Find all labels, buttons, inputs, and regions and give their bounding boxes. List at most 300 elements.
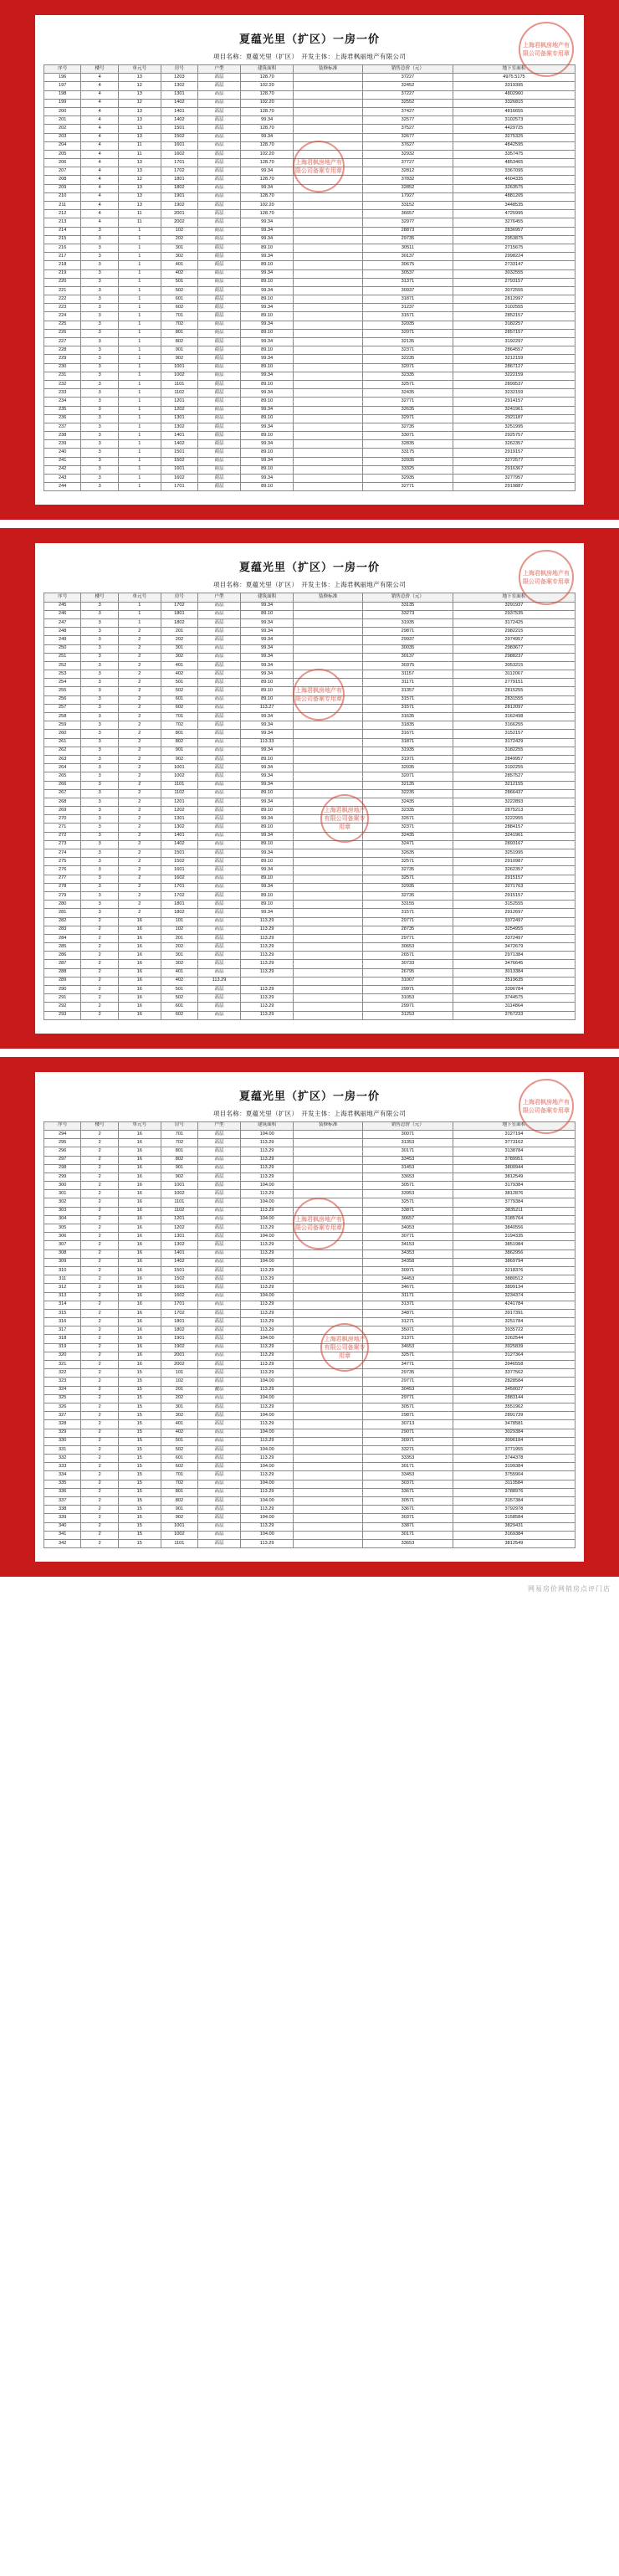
table-cell: 商层 [198,253,241,261]
table-cell: 31871 [362,738,453,747]
table-cell: 2 [118,704,161,712]
table-cell: 32371 [362,346,453,355]
table-cell: 89.10 [240,465,294,474]
table-cell: 89.10 [240,312,294,321]
page-gap [0,520,619,528]
table-cell: 233 [44,389,81,398]
table-cell: 31453 [362,1164,453,1173]
table-cell: 32035 [362,764,453,772]
table-cell: 2 [81,1343,118,1352]
table-cell: 328 [44,1420,81,1429]
column-header: 序号 [44,593,81,602]
table-cell [294,1343,363,1352]
table-cell: 高层 [198,636,241,644]
table-cell: 30713 [362,1420,453,1429]
table-cell: 1 [118,406,161,414]
table-cell: 3194335 [453,1233,575,1241]
table-cell: 2971384 [453,952,575,960]
table-row [44,840,576,849]
table-cell [294,934,363,942]
table-cell: 高层 [198,1335,241,1343]
table-cell: 3127194 [453,1130,575,1138]
table-cell: 1602 [161,150,197,158]
table-cell: 31171 [362,1292,453,1301]
column-header: 房号 [161,65,197,74]
table-cell: 99.34 [240,423,294,431]
price-sheet [35,15,584,505]
table-cell: 高层 [198,704,241,712]
table-cell: 104.00 [240,1292,294,1301]
table-cell: 3029384 [453,1429,575,1437]
table-row [44,917,576,926]
table-cell: 3172425 [453,618,575,627]
table-cell: 327 [44,1412,81,1420]
company-seal-stamp: 上海君枫房地产有限公司备案专用章 [293,141,345,192]
table-cell: 高层 [198,909,241,917]
table-cell: 89.10 [240,329,294,337]
table-cell: 251 [44,653,81,661]
table-cell: 2 [81,1275,118,1284]
table-cell: 113.29 [240,1173,294,1181]
table-cell: 2891739 [453,1412,575,1420]
table-cell: 309 [44,1258,81,1266]
table-cell: 702 [161,721,197,730]
table-cell: 16 [118,1156,161,1164]
table-cell: 3789951 [453,1156,575,1164]
table-row [44,210,576,218]
table-cell [294,304,363,312]
table-cell: 104.00 [240,1215,294,1224]
table-cell: 30453 [362,1386,453,1394]
table-row [44,943,576,952]
table-cell [294,764,363,772]
table-cell: 2 [118,628,161,636]
table-cell: 113.29 [240,968,294,977]
table-cell [294,363,363,372]
table-row [44,713,576,721]
table-cell: 89.10 [240,278,294,286]
table-cell [294,1506,363,1514]
table-row [44,1335,576,1343]
table-cell: 13 [118,167,161,176]
table-cell [294,99,363,107]
table-cell: 2937535 [453,610,575,618]
table-cell: 3812549 [453,1173,575,1181]
table-cell: 210 [44,192,81,201]
table-cell: 1001 [161,764,197,772]
table-cell: 201 [161,628,197,636]
table-row [44,1207,576,1215]
table-row [44,355,576,363]
table-cell: 16 [118,1182,161,1190]
table-cell: 89.10 [240,755,294,763]
table-cell: 1 [118,457,161,465]
table-cell: 3 [81,901,118,909]
table-cell: 99.34 [240,457,294,465]
table-cell: 3 [81,755,118,763]
table-cell: 258 [44,713,81,721]
column-header: 楼号 [81,65,118,74]
table-cell: 13 [118,133,161,141]
table-cell: 216 [44,244,81,252]
table-cell: 1802 [161,909,197,917]
table-cell: 31571 [362,312,453,321]
table-cell: 1 [118,372,161,380]
table-cell: 32335 [362,372,453,380]
table-cell: 3899134 [453,1284,575,1292]
table-cell: 4 [81,159,118,167]
table-cell: 292 [44,1003,81,1011]
table-cell: 高层 [198,1130,241,1138]
table-cell [294,465,363,474]
column-header: 地下室面积 [453,593,575,602]
table-row [44,960,576,968]
table-cell: 209 [44,184,81,192]
table-cell: 241 [44,457,81,465]
table-cell: 242 [44,465,81,474]
table-cell: 1902 [161,202,197,210]
table-cell: 1402 [161,440,197,449]
table-cell: 1402 [161,99,197,107]
table-cell [294,1445,363,1454]
table-row [44,133,576,141]
table-cell: 211 [44,202,81,210]
table-row [44,849,576,858]
table-cell: 263 [44,755,81,763]
table-row [44,1429,576,1437]
table-cell [294,1335,363,1343]
table-cell: 113.29 [240,1011,294,1019]
table-cell: 高层 [198,1471,241,1480]
table-cell [294,235,363,244]
table-cell: 102 [161,1378,197,1386]
table-row [44,704,576,712]
table-cell: 32471 [362,840,453,849]
table-cell: 2 [118,636,161,644]
table-cell: 234 [44,398,81,406]
table-cell: 2857157 [453,329,575,337]
table-row [44,1522,576,1531]
table-cell: 104.00 [240,1531,294,1539]
table-cell: 12 [118,176,161,184]
table-cell: 1002 [161,1190,197,1198]
table-cell: 113.29 [240,934,294,942]
table-cell: 2 [81,1233,118,1241]
table-cell: 2 [81,1164,118,1173]
table-cell: 1 [118,389,161,398]
table-cell [294,824,363,832]
table-cell: 3199384 [453,1463,575,1471]
table-cell: 34358 [362,1258,453,1266]
table-cell: 1701 [161,159,197,167]
table-cell: 99.34 [240,670,294,679]
table-cell: 235 [44,406,81,414]
table-cell [294,815,363,824]
table-cell: 高层 [198,1011,241,1019]
table-cell: 4 [81,90,118,99]
column-header: 建筑面积 [240,1121,294,1130]
table-cell: 37832 [362,176,453,184]
table-cell [294,1241,363,1250]
table-cell: 2 [81,943,118,952]
table-cell: 99.34 [240,909,294,917]
table-cell: 高层 [198,218,241,227]
table-cell: 1101 [161,1539,197,1547]
table-cell: 高层 [198,644,241,653]
table-cell: 16 [118,1224,161,1233]
table-cell: 1001 [161,1522,197,1531]
table-cell: 1 [118,414,161,423]
table-cell: 高层 [198,891,241,900]
table-cell: 402 [161,670,197,679]
table-cell: 1802 [161,618,197,627]
table-cell: 高层 [198,133,241,141]
table-cell: 3 [81,738,118,747]
table-cell: 113.29 [240,1156,294,1164]
table-cell: 3319395 [453,82,575,90]
table-row [44,286,576,295]
table-cell: 1802 [161,184,197,192]
column-header: 单元号 [118,1121,161,1130]
table-cell: 89.10 [240,789,294,798]
table-cell: 1701 [161,883,197,891]
table-cell: 113.29 [240,1437,294,1445]
table-cell: 高层 [198,1378,241,1386]
table-cell: 4 [81,125,118,133]
table-cell: 2 [118,798,161,806]
table-row [44,1488,576,1496]
table-cell: 商层 [198,278,241,286]
table-cell [294,278,363,286]
table-cell: 30571 [362,1182,453,1190]
table-cell: 270 [44,815,81,824]
table-cell: 3114864 [453,1003,575,1011]
table-cell: 13 [118,192,161,201]
table-row [44,1539,576,1547]
table-cell: 239 [44,440,81,449]
table-cell: 3851984 [453,1241,575,1250]
table-cell: 206 [44,159,81,167]
table-cell: 2 [118,866,161,875]
table-cell: 3 [81,414,118,423]
table-cell: 33653 [362,1173,453,1181]
table-cell: 213 [44,218,81,227]
table-cell: 高层 [198,934,241,942]
table-cell: 312 [44,1284,81,1292]
table-cell: 3166255 [453,721,575,730]
table-cell: 31271 [362,1318,453,1326]
table-cell: 204 [44,141,81,150]
table-cell: 259 [44,721,81,730]
table-cell: 商层 [198,457,241,465]
table-row [44,1386,576,1394]
table-cell [294,901,363,909]
table-cell: 34153 [362,1241,453,1250]
table-cell: 2 [118,644,161,653]
table-cell: 89.10 [240,610,294,618]
table-cell: 32835 [362,440,453,449]
table-cell: 3 [81,866,118,875]
table-cell: 2 [118,679,161,687]
table-row [44,176,576,184]
table-cell: 601 [161,695,197,704]
table-cell: 3 [81,269,118,278]
table-cell: 2 [81,934,118,942]
table-cell: 4842595 [453,141,575,150]
table-cell: 501 [161,679,197,687]
table-cell: 4 [81,218,118,227]
table-cell: 89.10 [240,875,294,883]
table-cell [294,1539,363,1547]
table-cell: 高层 [198,1403,241,1411]
table-cell: 1601 [161,866,197,875]
table-cell: 104.00 [240,1394,294,1403]
table-cell: 4802960 [453,90,575,99]
table-cell [294,1130,363,1138]
table-cell: 266 [44,781,81,789]
table-cell: 2 [81,1318,118,1326]
table-cell: 30171 [362,1531,453,1539]
table-cell: 113.29 [240,1420,294,1429]
table-row [44,832,576,840]
table-row [44,1480,576,1488]
table-cell [294,747,363,755]
table-cell: 247 [44,618,81,627]
table-cell: 2 [81,1335,118,1343]
table-cell: 1601 [161,465,197,474]
table-cell: 802 [161,1156,197,1164]
table-cell [294,1497,363,1506]
table-cell: 113.29 [240,1301,294,1309]
table-cell: 3013384 [453,968,575,977]
table-cell: 16 [118,986,161,994]
table-cell: 3 [81,295,118,304]
table-cell: 2793157 [453,278,575,286]
table-cell: 3158584 [453,1514,575,1522]
table-row [44,329,576,337]
table-cell: 3 [81,372,118,380]
table-cell: 32771 [362,398,453,406]
table-cell: 315 [44,1309,81,1317]
table-cell: 16 [118,1139,161,1147]
table-cell: 1 [118,363,161,372]
table-cell: 13 [118,125,161,133]
table-cell: 高层 [198,721,241,730]
table-cell [294,346,363,355]
table-cell: 254 [44,679,81,687]
table-cell: 1401 [161,432,197,440]
table-row [44,1455,576,1463]
table-cell: 260 [44,730,81,738]
table-cell: 2 [118,764,161,772]
table-cell: 502 [161,687,197,695]
table-cell: 高层 [198,1412,241,1420]
table-cell: 30171 [362,1147,453,1156]
table-cell: 2988237 [453,653,575,661]
table-cell: 2 [81,1361,118,1369]
company-seal-stamp: 上海君枫房地产有限公司备案专用章 [519,1079,574,1134]
table-cell: 113.27 [240,704,294,712]
table-cell [294,1309,363,1317]
table-cell: 2001 [161,210,197,218]
table-cell: 99.34 [240,661,294,670]
column-header: 户型 [198,1121,241,1130]
table-cell: 32071 [362,329,453,337]
table-cell: 3829431 [453,1522,575,1531]
table-cell: 602 [161,1463,197,1471]
table-cell: 34771 [362,1361,453,1369]
table-cell: 32635 [362,849,453,858]
table-cell [294,858,363,866]
table-cell: 4 [81,176,118,184]
table-cell: 1 [118,286,161,295]
table-cell: 商层 [198,406,241,414]
table-cell: 3 [81,244,118,252]
table-cell: 2 [118,687,161,695]
table-cell: 334 [44,1471,81,1480]
table-cell: 2 [81,1429,118,1437]
table-cell: 238 [44,432,81,440]
table-cell: 3 [81,483,118,491]
table-cell: 89.10 [240,244,294,252]
table-cell: 29871 [362,628,453,636]
table-cell: 2 [81,986,118,994]
table-cell: 商层 [198,355,241,363]
table-cell: 2875213 [453,807,575,815]
table-cell: 113.29 [240,952,294,960]
column-header: 户型 [198,593,241,602]
table-cell: 256 [44,695,81,704]
table-cell: 2925757 [453,432,575,440]
table-cell: 113.29 [240,1139,294,1147]
table-cell: 1 [118,440,161,449]
table-cell [294,1514,363,1522]
table-row [44,261,576,269]
table-cell: 338 [44,1506,81,1514]
table-cell: 3 [81,475,118,483]
table-cell: 321 [44,1361,81,1369]
table-row [44,934,576,942]
table-cell: 341 [44,1531,81,1539]
table-cell: 1502 [161,457,197,465]
table-row [44,1301,576,1309]
table-cell: 2 [118,849,161,858]
table-cell [294,1420,363,1429]
table-row [44,1471,576,1480]
table-cell: 89.10 [240,261,294,269]
table-cell: 1001 [161,1182,197,1190]
table-cell: 29771 [362,1378,453,1386]
table-cell: 99.34 [240,133,294,141]
table-cell: 高层 [198,738,241,747]
table-row [44,150,576,158]
table-cell [294,1455,363,1463]
table-cell [294,74,363,82]
table-row [44,1361,576,1369]
table-cell [294,1215,363,1224]
table-cell: 4975.5175 [453,74,575,82]
table-row [44,1003,576,1011]
table-cell: 高层 [198,1463,241,1471]
table-cell: 高层 [198,1361,241,1369]
table-cell [294,440,363,449]
table-cell: 2 [81,952,118,960]
table-row [44,824,576,832]
table-cell: 2 [118,661,161,670]
table-cell: 236 [44,414,81,423]
table-cell: 33653 [362,1539,453,1547]
table-cell: 113.29 [240,1250,294,1258]
